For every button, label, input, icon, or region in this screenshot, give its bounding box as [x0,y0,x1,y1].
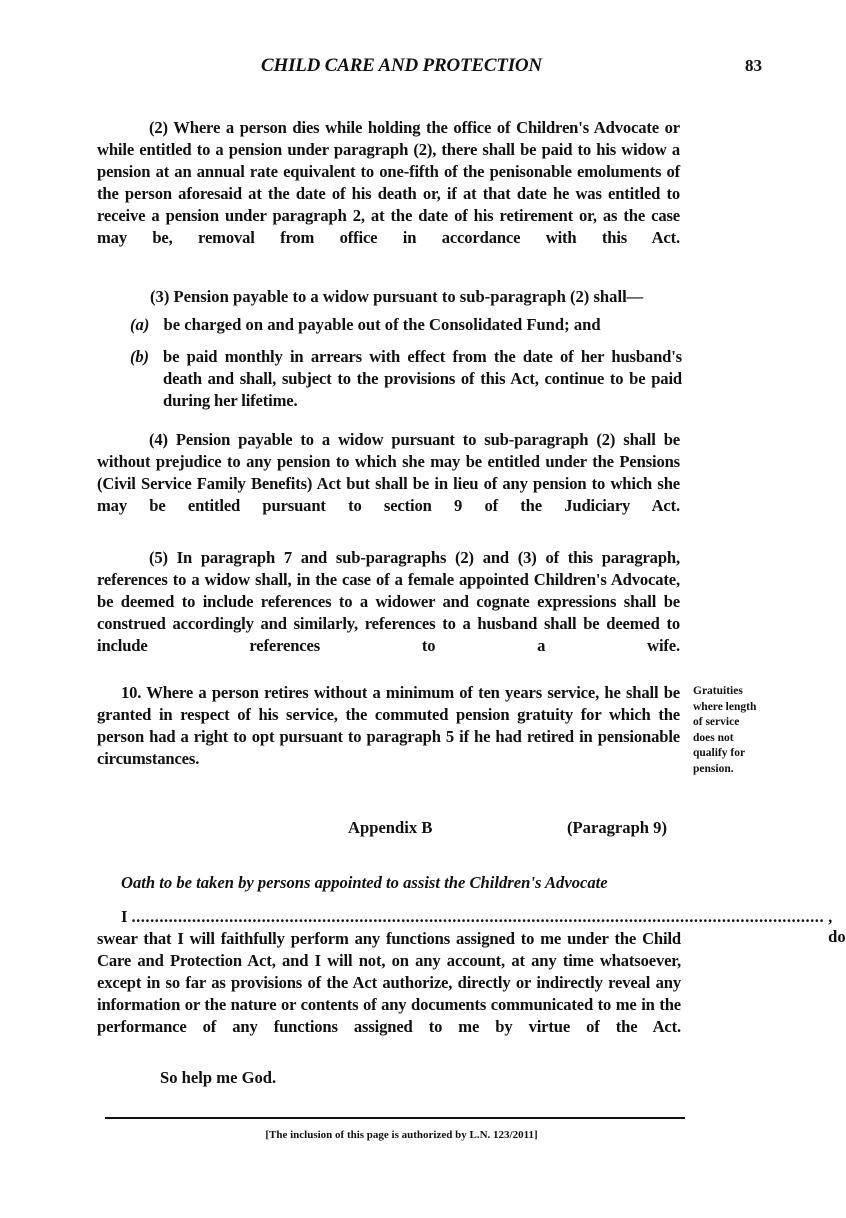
page-number: 83 [745,56,762,75]
oath-blank-dots: ..................................................................................................................................................... [131,907,825,926]
paragraph-3-lead: (3) Pension payable to a widow pursuant to sub-paragraph (2) shall— [150,287,644,306]
paragraph-3a-text: be charged on and payable out of the Consolidated Fund; and [163,315,601,334]
footer-note: [The inclusion of this page is authorized by L.N. 123/2011] [265,1129,538,1141]
paragraph-3b-label: (b) [130,347,149,366]
paragraph-3b-text: be paid monthly in arrears with effect from the date of her husband's death and shall, subject to the provisions of this Act, continue to be paid during her lifetime. [163,347,682,410]
footer-divider [105,1117,685,1119]
oath-closing: So help me God. [160,1068,277,1087]
paragraph-10: 10. Where a person retires without a minimum of ten years service, he shall be granted in respect of his service, the commuted pension gratuity for which the person had a right to opt pursuant to paragraph 5 if he had retired in pensionable circumstances. [97,683,680,768]
paragraph-3b [130,346,682,434]
oath-line-start: I [121,907,128,926]
paragraph-4: (4) Pension payable to a widow pursuant to sub-paragraph (2) shall be without prejudice to any pension to which she may be entitled under the Pensions (Civil Service Family Benefits) Act but shall be in lieu of any pension to which she may be entitled pursuant to section 9 of the Judiciary Act. [97,430,680,515]
paragraph-3a-label: (a) [130,315,150,334]
paragraph-3a [130,315,601,335]
paragraph-5: (5) In paragraph 7 and sub-paragraphs (2) and (3) of this paragraph, references to a widow shall, in the case of a female appointed Children's Advocate, be deemed to include references to a widower and cognate expressions shall be construed accordingly and similarly, references to a husband shall be deemed to include references to a wife. [97,548,680,655]
margin-note: Gratuities where length of service does not qualify for pension. [693,685,757,775]
page-title: CHILD CARE AND PROTECTION [261,55,542,76]
oath-title: Oath to be taken by persons appointed to assist the Children's Advocate [121,873,608,892]
oath-line-end: , do [828,907,846,946]
appendix-title: Appendix B [348,818,433,837]
paragraph-2: (2) Where a person dies while holding the office of Children's Advocate or while entitled to a pension under paragraph (2), there shall be paid to his widow a pension at an annual rate equivalent to one-fifth of the penisonable emoluments of the person aforesaid at the date of his death or, if at that date he was entitled to receive a pension under paragraph 2, at the date of his retirement or, as the case may be, removal from office in accordance with this Act. [97,118,680,247]
oath-body: swear that I will faithfully perform any functions assigned to me under the Child Care and Protection Act, and I will not, on any account, at any time whatsoever, except in so far as provisions of the Act authorize, directly or indirectly reveal any information or the nature or contents of any documents communicated to me in the performance of any functions assigned to me by virtue of the Act. [97,929,681,1036]
appendix-reference: (Paragraph 9) [567,818,668,837]
